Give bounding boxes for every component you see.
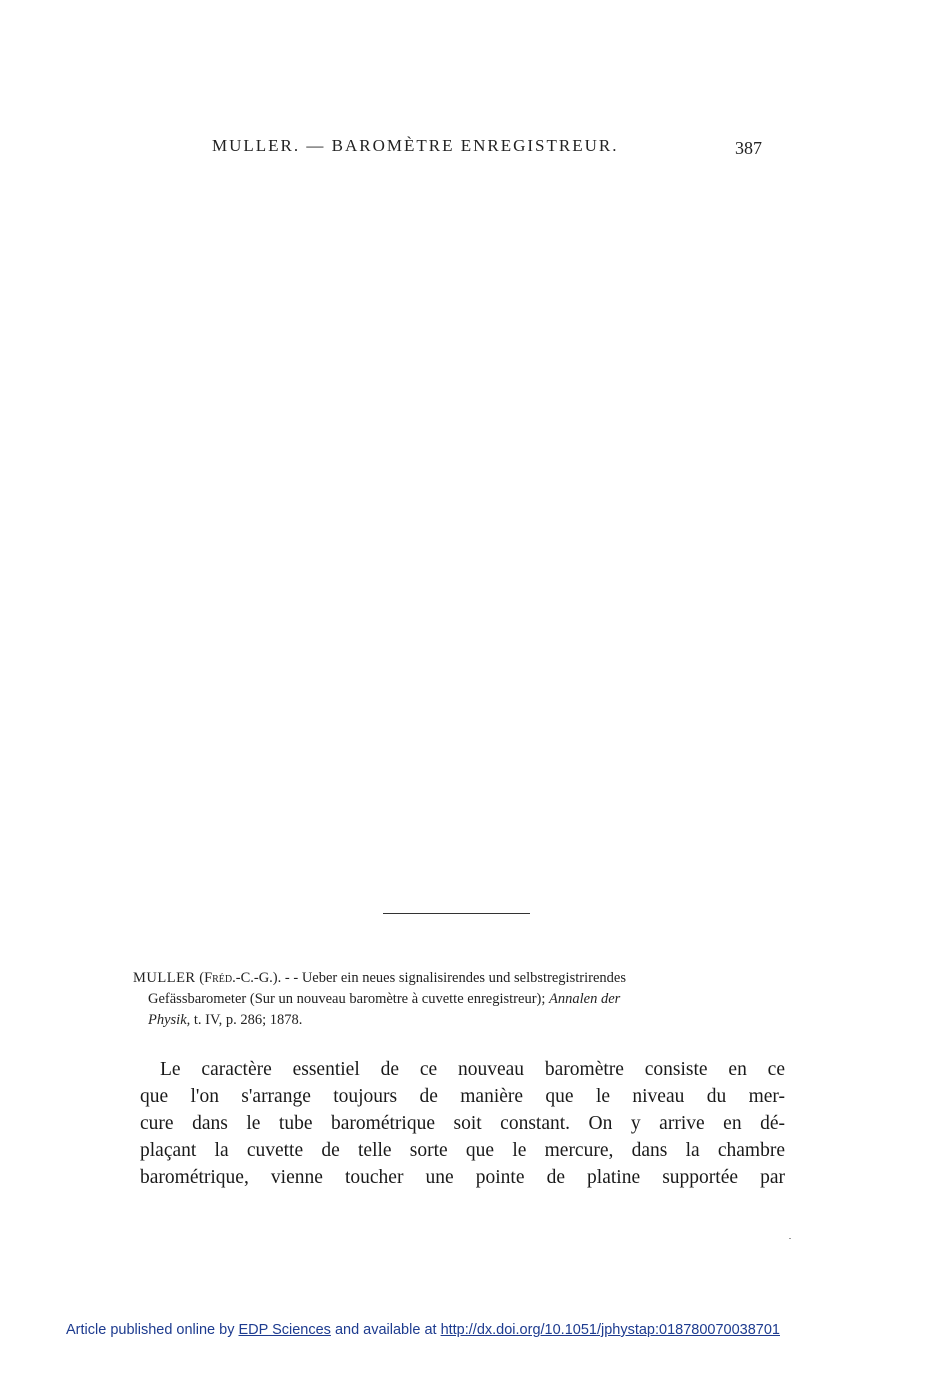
body-line: Le caractère essentiel de ce nouveau baromètre consiste en ce: [160, 1059, 785, 1080]
citation-german-title-1: Ueber ein neues signalisirendes und selbstregistrirendes: [301, 970, 626, 986]
citation-dash: - -: [284, 970, 299, 986]
page-number: 387: [735, 138, 762, 158]
section-divider: [383, 913, 530, 914]
citation-volume: t. IV, p. 286; 1878.: [193, 1012, 303, 1028]
body-line: barométrique, vienne toucher une pointe de platine supportée par: [140, 1167, 785, 1188]
footer-middle: and available at: [334, 1322, 437, 1338]
citation-author: MULLER: [133, 970, 196, 986]
body-paragraph: [140, 1056, 785, 1191]
citation-german-title-2: Gefässbarometer: [148, 991, 247, 1007]
citation-journal-2: Physik,: [148, 1012, 191, 1028]
bibliographic-citation: [133, 968, 783, 1031]
running-title: MULLER. — BAROMÈTRE ENREGISTREUR.: [212, 136, 619, 155]
citation-french-title: (Sur un nouveau baromètre à cuvette enregistreur);: [249, 991, 546, 1007]
body-line: cure dans le tube barométrique soit constant. On y arrive en dé-: [140, 1113, 785, 1134]
body-line: plaçant la cuvette de telle sorte que le mercure, dans la chambre: [140, 1140, 785, 1161]
running-head: [212, 136, 762, 164]
citation-line-3: [133, 1010, 783, 1031]
publisher-link[interactable]: EDP Sciences: [238, 1322, 331, 1338]
publication-footer: [66, 1322, 866, 1338]
scan-speck: [789, 1238, 791, 1239]
citation-journal-1: Annalen der: [549, 991, 621, 1007]
citation-initials: (Fréd.-C.-G.).: [199, 970, 282, 986]
footer-prefix: Article published online by: [66, 1322, 235, 1338]
citation-line-2: [133, 989, 783, 1010]
citation-line-1: [133, 968, 783, 989]
body-line: que l'on s'arrange toujours de manière que le niveau du mer-: [140, 1086, 785, 1107]
doi-link[interactable]: http://dx.doi.org/10.1051/jphystap:018780070038701: [440, 1322, 780, 1338]
